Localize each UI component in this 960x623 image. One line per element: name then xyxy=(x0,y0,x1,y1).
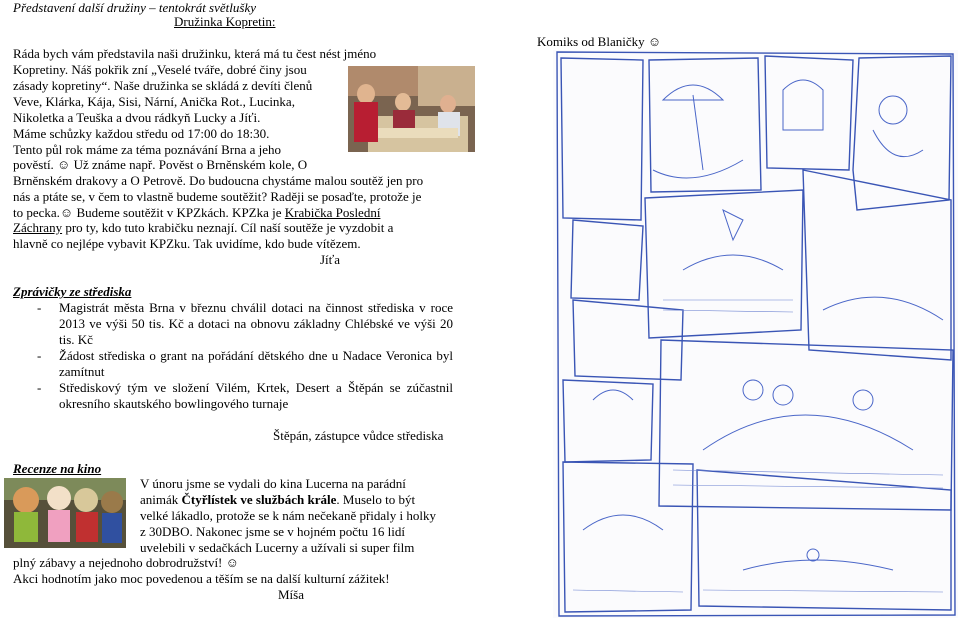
kopretiny-line-9: Brněnském drakovy a O Petrově. Do budoucna chystáme malou soutěž jen pro xyxy=(13,173,424,188)
recenze-line-7: Akci hodnotím jako moc povedenou a těším se na další kulturní zážitek! xyxy=(13,571,390,586)
kopretiny-line-2: Kopretiny. Náš pokřik zní „Veselé tváře, dobré činy jsou xyxy=(13,62,307,77)
kpz-link-part2[interactable]: Záchrany xyxy=(13,220,63,235)
recenze-line-2 xyxy=(140,492,415,508)
kopretiny-line-4: Veve, Klárka, Kája, Sisi, Nární, Anička Rot., Lucinka, xyxy=(13,94,295,109)
kopretiny-line-11 xyxy=(13,205,380,221)
kopretiny-line-6: Máme schůzky každou středu od 17:00 do 18:30. xyxy=(13,126,270,141)
kopretiny-line-7: Tento půl rok máme za téma poznávání Brna a jeho xyxy=(13,142,282,157)
recenze-line-1: V únoru jsme se vydali do kina Lucerna na parádní xyxy=(140,476,406,491)
zpravicky-item-3: - Střediskový tým ve složení Vilém, Krtek, Desert a Štěpán se zúčastnil okresního skautského bowlingového turnaje xyxy=(13,380,453,412)
komiks-sketch xyxy=(553,50,958,618)
kopretiny-photo xyxy=(348,66,475,152)
recenze-line-2-pre: animák xyxy=(140,492,182,507)
ctyrlistek-characters-drawing xyxy=(4,478,126,548)
zpravicky-signature: Štěpán, zástupce vůdce střediska xyxy=(273,428,444,443)
recenze-line-5: uvelebili v sedačkách Lucerny a užívali si super film xyxy=(140,540,415,555)
recenze-line-2-post: . Muselo to být xyxy=(336,492,416,507)
article-title: Družinka Kopretin: xyxy=(174,14,276,29)
recenze-title: Recenze na kino xyxy=(13,461,102,476)
komiks-title: Komiks od Blaničky ☺ xyxy=(537,34,662,49)
kopretiny-line-12-text: pro ty, kdo tuto krabičku neznají. Cíl naší soutěže je vyzdobit a xyxy=(65,220,394,235)
zpravicky-item-2: - Žádost střediska o grant na pořádání dětského dne u Nadace Veronica byl zamítnut xyxy=(13,348,453,380)
kopretiny-line-12 xyxy=(13,220,393,236)
article-kicker: Představení další družiny – tentokrát světlušky xyxy=(13,0,256,15)
kopretiny-line-1: Ráda bych vám představila naši družinku, která má tu čest nést jméno xyxy=(13,46,377,61)
recenze-line-4: z 30DBO. Nakonec jsme se v hojném počtu 16 lidí xyxy=(140,524,406,539)
kpz-link-part1[interactable]: Krabička Poslední xyxy=(284,205,381,220)
kopretiny-signature: Jíťa xyxy=(320,252,340,267)
komiks-drawing xyxy=(553,50,958,618)
zpravicky-list xyxy=(13,300,453,412)
kopretiny-line-11-text: to pecka.☺ Budeme soutěžit v KPZkách. KPZka je xyxy=(13,205,282,220)
film-title: Čtyřlístek ve službách krále xyxy=(181,492,337,507)
recenze-line-3: velké lákadlo, protože se k nám nečekaně přidaly i holky xyxy=(140,508,437,523)
zpravicky-item-1: - Magistrát města Brna v březnu chválil dotaci na činnost střediska v roce 2013 ve výši 50 tis. Kč a dotaci na obnovu základny Chlébské ve výši 20 tis. Kč xyxy=(13,300,453,348)
recenze-line-6: plný zábavy a nejednoho dobrodružství! ☺ xyxy=(13,555,239,570)
kopretiny-line-8: pověstí. ☺ Už známe např. Pověst o Brněnském kole, O xyxy=(13,157,308,172)
kopretiny-photo-drawing xyxy=(348,66,475,152)
zpravicky-title: Zprávičky ze střediska xyxy=(13,284,132,299)
kopretiny-line-3: zásady kopretiny“. Naše družinka se skládá z devíti členů xyxy=(13,78,313,93)
kopretiny-line-10: nás a ptáte se, v čem to vlastně budeme soutěžit? Raději se posaďte, protože je xyxy=(13,189,422,204)
kopretiny-line-5: Nikoletka a Teuška a dvou rádkyň Lucky a Jíťi. xyxy=(13,110,261,125)
recenze-signature: Míša xyxy=(278,587,304,602)
ctyrlistek-photo xyxy=(4,478,126,548)
kopretiny-line-13: hlavně co nejlépe vybavit KPZku. Tak uvidíme, kdo bude vítězem. xyxy=(13,236,361,251)
